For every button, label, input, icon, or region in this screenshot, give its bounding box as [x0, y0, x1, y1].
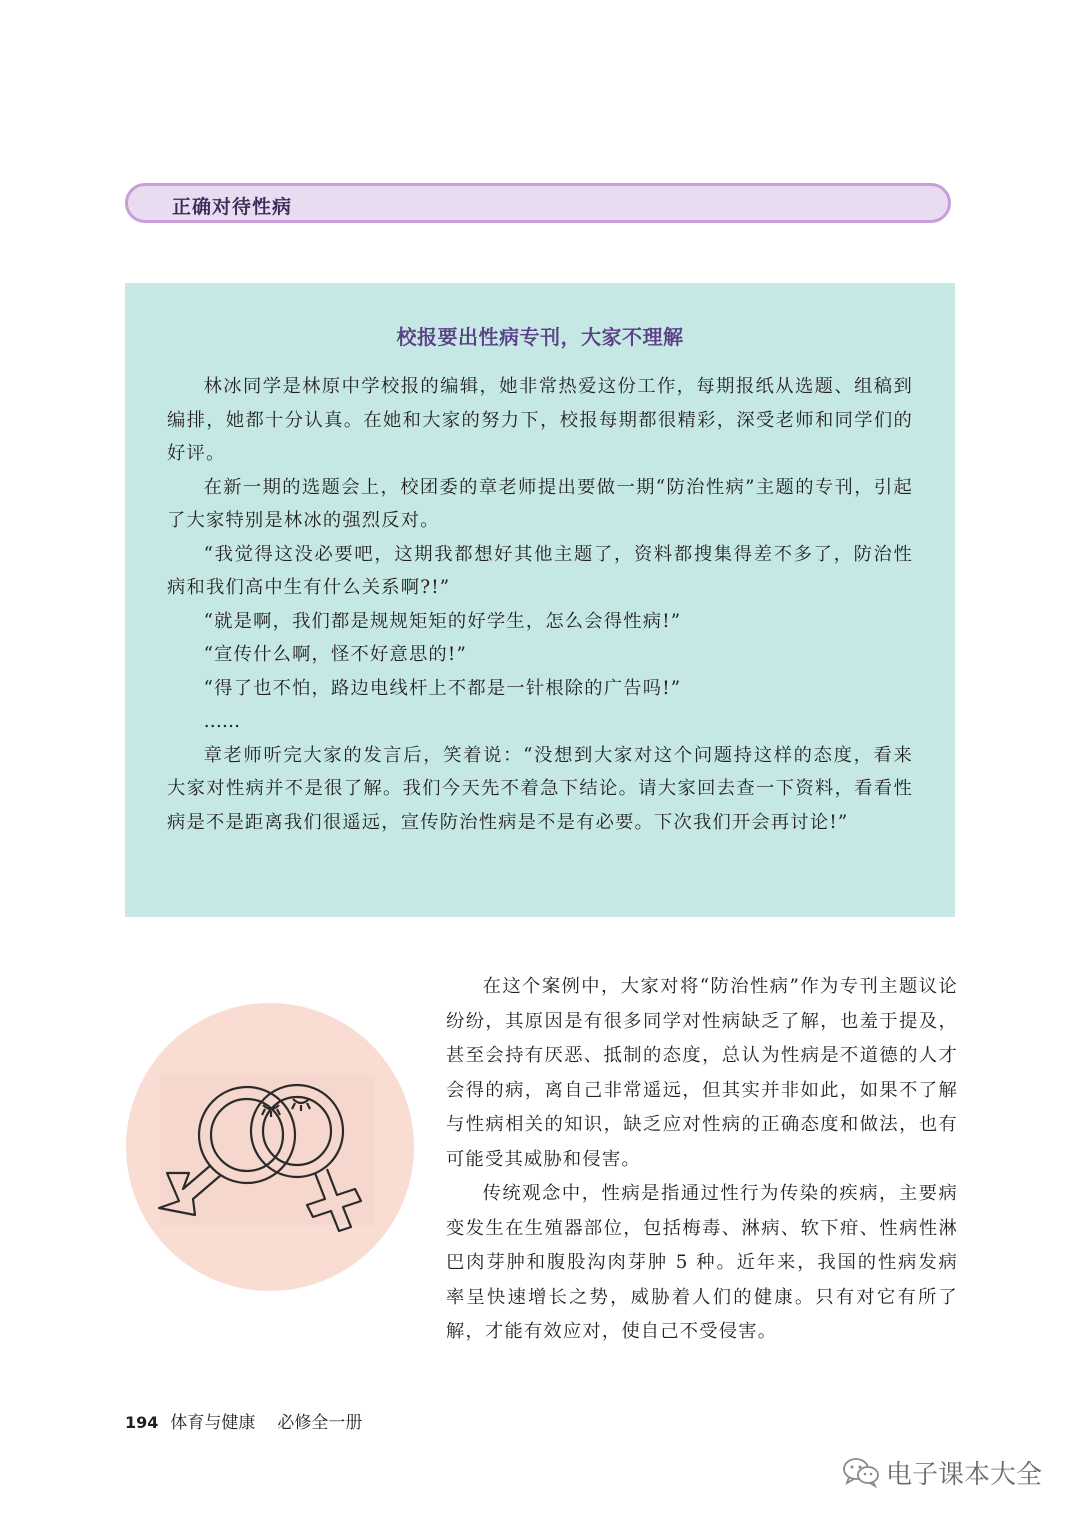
watermark: [842, 1452, 1042, 1492]
case-paragraph: “宣传什么啊，怪不好意思的!”: [203, 644, 468, 665]
case-paragraph: “我觉得这没必要吧，这期我都想好其他主题了，资料都搜集得差不多了，防治性病和我们高中生有什么关系啊?!”: [167, 543, 913, 598]
body-paragraph: 在这个案例中，大家对将“防治性病”作为专刊主题议论纷纷，其原因是有很多同学对性病缺乏了解，也羞于提及，甚至会持有厌恶、抵制的态度，总认为性病是不道德的人才会得的病，离自己非常遥远，但其实并非如此，如果不了解与性病相关的知识，缺乏应对性病的正确态度和做法，也有可能受其威胁和侵害。: [446, 976, 958, 1170]
male-female-symbols-icon: [125, 1003, 415, 1291]
book-volume: 必修全一册: [277, 1413, 363, 1433]
case-paragraph: 林冰同学是林原中学校报的编辑，她非常热爱这份工作，每期报纸从选题、组稿到编排，她都十分认真。在她和大家的努力下，校报每期都很精彩，深受老师和同学们的好评。: [167, 376, 913, 464]
case-paragraph: “就是啊，我们都是规规矩矩的好学生，怎么会得性病!”: [203, 610, 682, 632]
case-ellipsis: ……: [203, 711, 241, 732]
wechat-icon: [842, 1456, 880, 1488]
book-title: 体育与健康: [170, 1413, 256, 1433]
case-study-box: [125, 283, 955, 917]
gender-symbols-illustration: [125, 1003, 415, 1291]
case-paragraph: 在新一期的选题会上，校团委的章老师提出要做一期“防治性病”主题的专刊，引起了大家特别是林冰的强烈反对。: [167, 476, 913, 531]
watermark-text: 电子课本大全: [886, 1459, 1043, 1490]
body-paragraph: 传统观念中，性病是指通过性行为传染的疾病，主要病变发生在生殖器部位，包括梅毒、淋病、软下疳、性病性淋巴肉芽肿和腹股沟肉芽肿 5 种。近年来，我国的性病发病率呈快速增长之势，威胁着人们的健康。只有对它有所了解，才能有效应对，使自己不受侵害。: [446, 1183, 958, 1342]
case-paragraph: 章老师听完大家的发言后，笑着说：“没想到大家对这个问题持这样的态度，看来大家对性病并不是很了解。我们今天先不着急下结论。请大家回去查一下资料，看看性病是不是距离我们很遥远，宣传防治性病是不是有必要。下次我们开会再讨论!”: [167, 744, 913, 833]
section-header-bar: [125, 183, 951, 223]
case-study-title: 校报要出性病专刊，大家不理解: [396, 325, 684, 349]
page-number: 194: [125, 1413, 159, 1432]
section-title: 正确对待性病: [172, 196, 293, 218]
case-paragraph: “得了也不怕，路边电线杆上不都是一针根除的广告吗!”: [203, 677, 682, 699]
page-footer: [125, 1408, 362, 1433]
body-text: [446, 970, 958, 1350]
